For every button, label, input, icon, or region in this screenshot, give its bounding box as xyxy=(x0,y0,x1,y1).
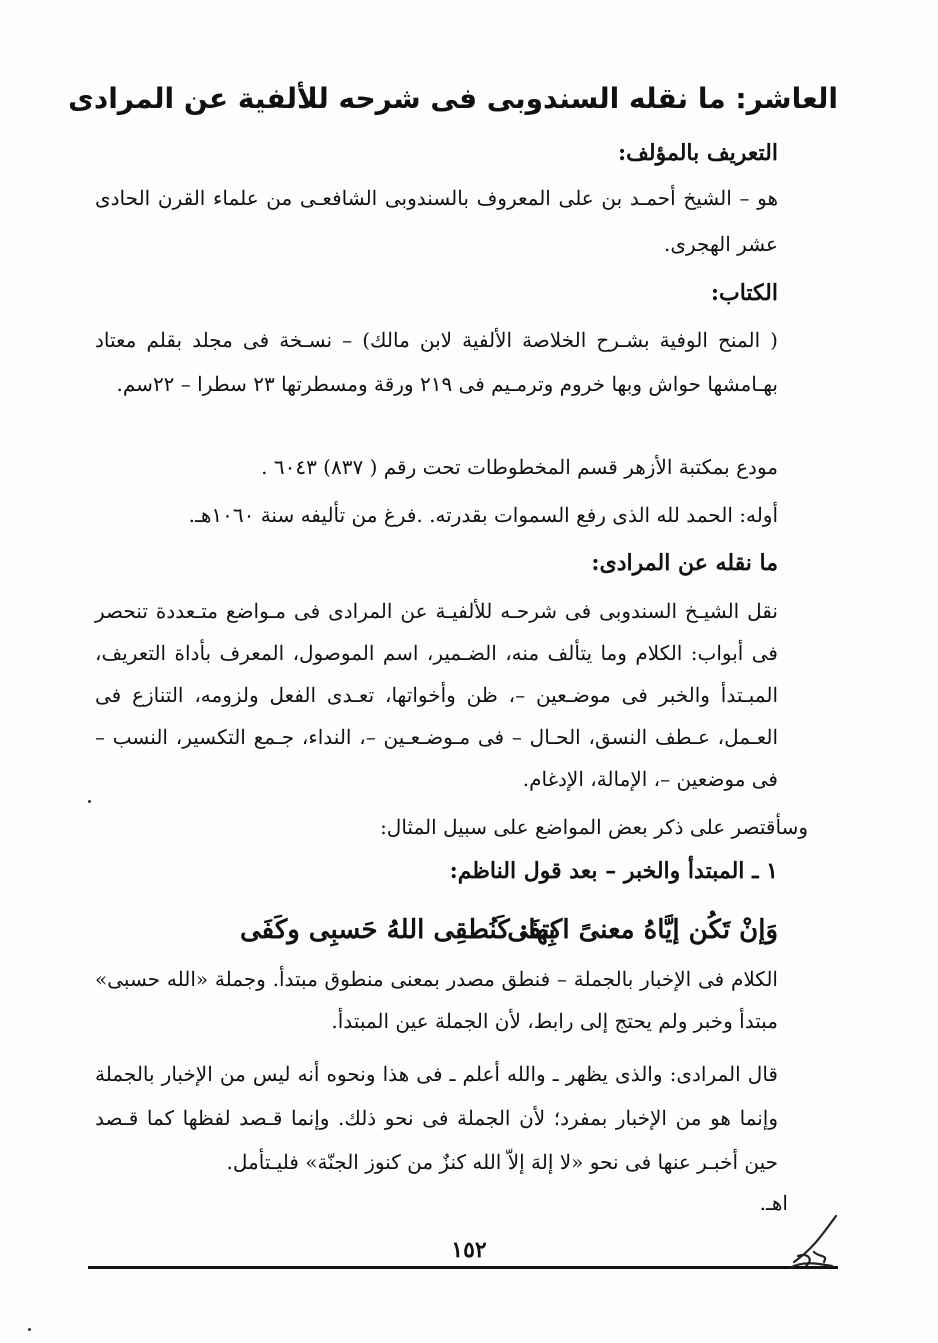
flourish-ornament-icon xyxy=(784,1212,844,1274)
quote-heading: ما نقله عن المرادى: xyxy=(591,550,778,576)
end-mark: اهـ. xyxy=(759,1191,788,1215)
muradi-paragraph: قال المرادى: والذى يظهر ـ والله أعلم ـ فى هذا ونحوه أنه ليس من الإخبار بالجملة وإنما هو من الإخبار بمفرد؛ لأن الجملة فى نحو ذلك. وإنما قـصد لفظها كما قـصد حين أخبـر عنها فى نحو «لا إلهَ إلاّ الله كنزٌ من كنوز الجنّة» فليـتأمل. xyxy=(95,1062,778,1174)
book-paragraph: ( المنح الوفية بشـرح الخلاصة الألفية لابن مالك) – نسـخة فى مجلد بقلم معتاد بهـامشها حواش وبها خروم وترمـيم فى ٢١٩ ورقة ومسطرتها ٢٣ سطرا – ٢٢سم. xyxy=(95,328,778,396)
intro-line: وسأقتصر على ذكر بعض المواضع على سبيل المثال: xyxy=(380,815,808,839)
verse-first-hemistich: وَإنْ تَكُن إيَّاهُ معنىً اكتفَى xyxy=(507,915,778,945)
author-heading: التعريف بالمؤلف: xyxy=(618,140,778,166)
section-title: العاشر: ما نقله السندوبى فى شرحه للألفية عن المرادى xyxy=(68,82,838,115)
verse xyxy=(240,908,778,952)
beginning-line: أوله: الحمد لله الذى رفع السموات بقدرته. .فرغ من تأليفه سنة ١٠٦٠هـ. xyxy=(188,503,778,527)
comment-paragraph: الكلام فى الإخبار بالجملة – فنطق مصدر بمعنى منطوق مبتدأ. وجملة «الله حسبى» مبتدأ وخبر ولم يحتج إلى رابط، لأن الجملة عين المبتدأ. xyxy=(95,967,778,1033)
author-paragraph: هو – الشيخ أحمـد بن على المعروف بالسندوبى الشافعـى من علماء القرن الحادى عشر الهجرى. xyxy=(95,186,778,256)
book-heading: الكتاب: xyxy=(710,280,778,306)
footer-rule xyxy=(88,1266,838,1269)
deposit-line: مودع بمكتبة الأزهر قسم المخطوطات تحت رقم ( ٨٣٧) ٦٠٤٣ . xyxy=(261,455,778,479)
speck xyxy=(28,1328,31,1331)
speck xyxy=(88,800,91,803)
example-heading: ١ ـ المبتدأ والخبر – بعد قول الناظم: xyxy=(449,858,778,884)
quote-paragraph: نقل الشيـخ السندوبى فى شرحـه للألفيـة عن المرادى فى مـواضع متـعددة تنحصر فى أبواب: الكلام وما يتألف منه، الضـمير، اسم الموصول، المعرف بأداة التعريف، المبـتدأ والخبر فى موضـعين –، ظن وأخواتها، تعـدى الفعل ولزومه، التنازع فى العـمل، عـطف النسق، الحـال – فى مـوضـعـين –، النداء، جـمع التكسير، النسب – فى موضعين –، الإمالة، الإدغام. xyxy=(95,599,778,791)
verse-second-hemistich: بِها: كَنُطقِى اللهُ حَسبِى وكَفَى xyxy=(240,915,556,945)
page-number: ١٥٢ xyxy=(451,1237,487,1263)
